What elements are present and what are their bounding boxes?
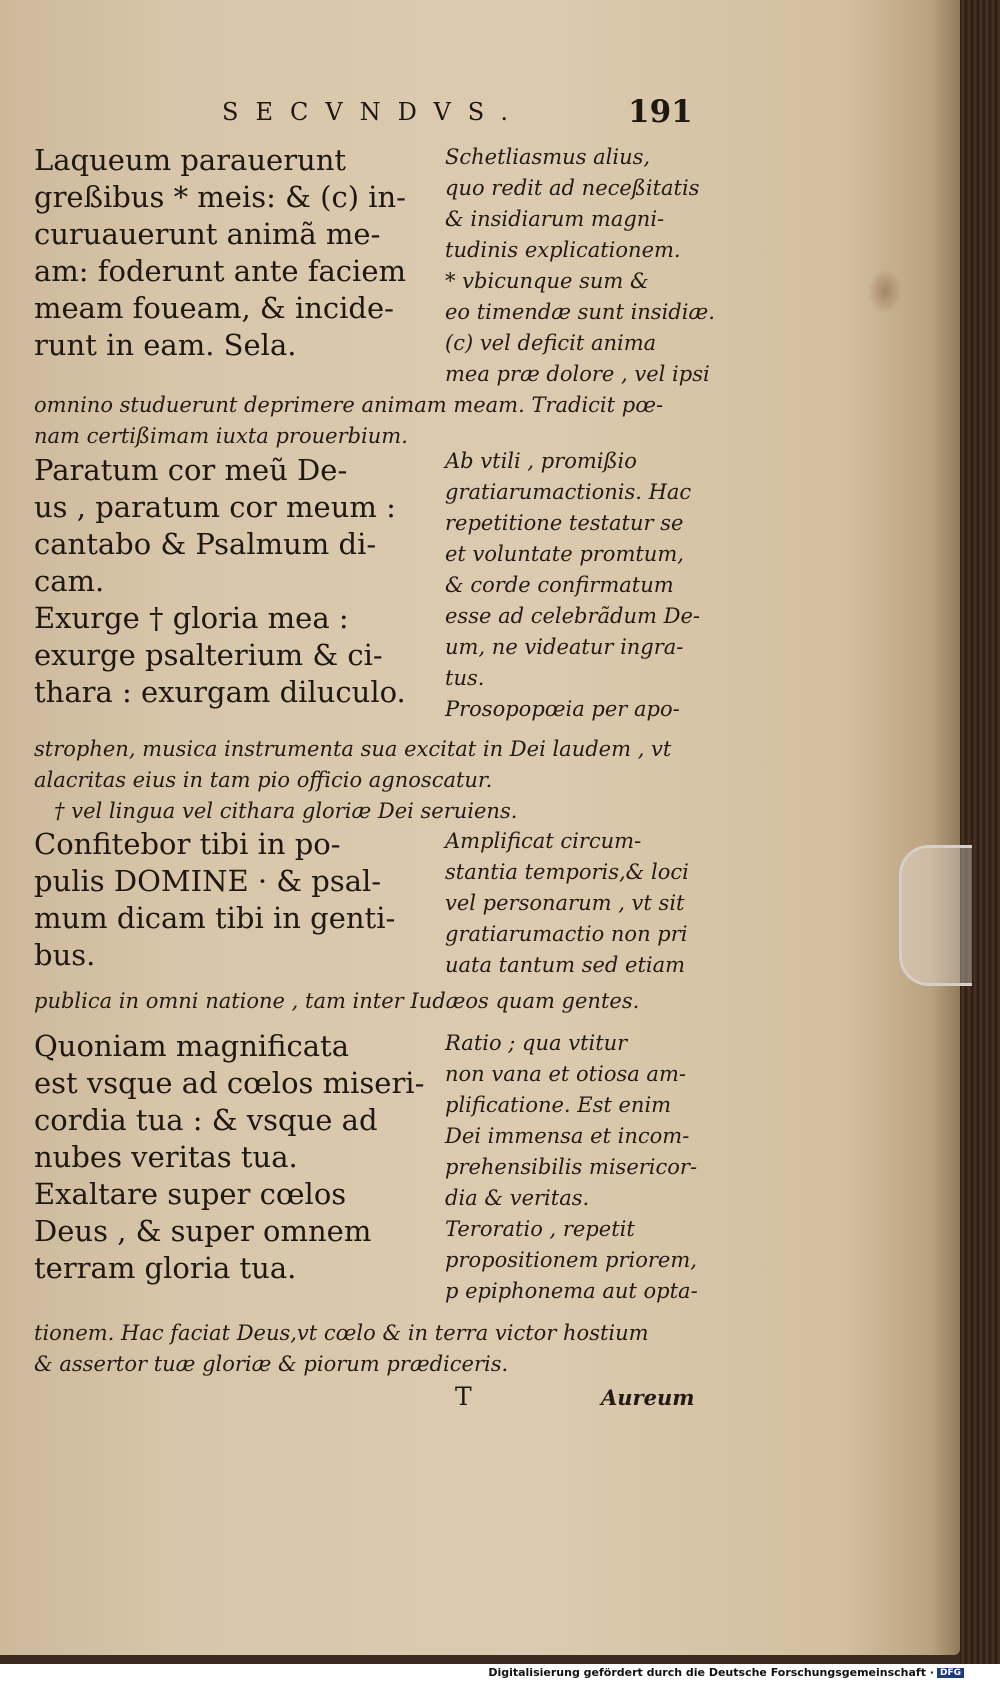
commentary-margin-2: Ab vtili , promißio gratiarumactionis. Hac repetitione testatur se et voluntate promtum, & corde confirmatum esse ad celebrãdum De- um, ne videatur ingra- tus. Prosopopœia per apo- <box>445 449 700 721</box>
psalm-verse-3: Confitebor tibi in po- pulis DOMINE · & psal- mum dicam tibi in genti- bus. <box>34 827 396 972</box>
page-stain <box>868 268 902 314</box>
running-title: SECVNDVS. <box>222 98 526 126</box>
commentary-continuation-3: publica in omni natione , tam inter Iudæos quam gentes. <box>34 989 640 1013</box>
signature-mark: T <box>455 1382 472 1411</box>
commentary-margin-3: Amplificat circum- stantia temporis,& loci vel personarum , vt sit gratiarumactio non pri uata tantum sed etiam <box>445 829 689 977</box>
digitization-credit <box>488 1666 964 1679</box>
psalm-verse-2: Paratum cor meũ De- us , paratum cor meum : cantabo & Psalmum di- cam. Exurge † gloria mea : exurge psalterium & ci- thara : exurgam diluculo. <box>34 453 406 709</box>
commentary-margin-4: Ratio ; qua vtitur non vana et otiosa am- plificatione. Est enim Dei immensa et incom- prehensibilis misericor- dia & veritas. Teroratio , repetit propositionem priorem, p epiphonema aut opta- <box>445 1031 698 1303</box>
commentary-continuation-2: strophen, musica instrumenta sua excitat in Dei laudem , vt alacritas eius in tam pio officio agnoscatur. † vel lingua vel cithara gloriæ Dei seruiens. <box>34 737 672 823</box>
page-clip <box>899 845 972 986</box>
psalm-verse-4: Quoniam magnificata est vsque ad cœlos miseri- cordia tua : & vsque ad nubes veritas tua. Exaltare super cœlos Deus , & super omnem terram gloria tua. <box>34 1029 425 1285</box>
page-number: 191 <box>628 94 693 130</box>
catchword: Aureum <box>601 1385 695 1410</box>
book-fore-edge <box>960 0 1000 1682</box>
dfg-logo: DFG <box>937 1668 964 1678</box>
commentary-margin-1: Schetliasmus alius, quo redit ad neceßitatis & insidiarum magni- tudinis explicationem. * vbicunque sum & eo timendæ sunt insidiæ. (c) vel deficit anima mea præ dolore , vel ipsi <box>445 145 715 386</box>
commentary-continuation-1: omnino studuerunt deprimere animam meam. Tradicit pœ- nam certißimam iuxta prouerbium. <box>34 393 664 448</box>
commentary-continuation-4: tionem. Hac faciat Deus,vt cœlo & in terra victor hostium & assertor tuæ gloriæ & piorum prædiceris. <box>34 1321 649 1376</box>
credit-text: Digitalisierung gefördert durch die Deutsche Forschungsgemeinschaft · <box>488 1666 934 1679</box>
psalm-verse-1: Laqueum parauerunt greßibus * meis: & (c) in- curuauerunt animã me- am: foderunt ante faciem meam foueam, & incide- runt in eam. Sela. <box>34 143 406 362</box>
